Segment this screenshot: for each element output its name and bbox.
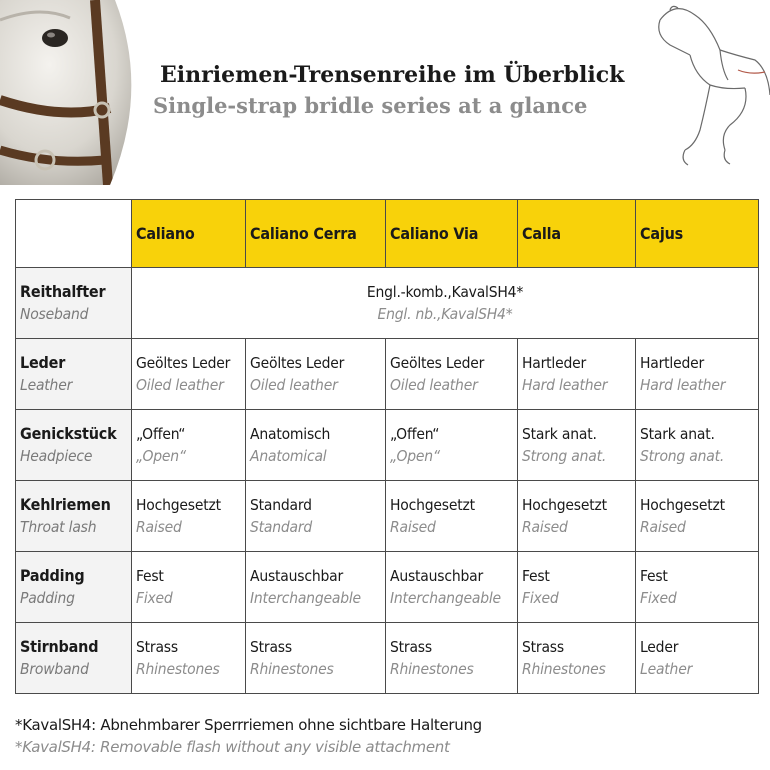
cell-value-de: Fest xyxy=(640,567,668,585)
cell-value-de: Anatomisch xyxy=(250,425,331,443)
comparison-table xyxy=(15,199,759,694)
cell-value-de: Strass xyxy=(390,638,432,656)
row-label-de: Genickstück xyxy=(20,424,117,443)
model-header: Caliano Cerra xyxy=(246,200,386,268)
table-cell xyxy=(518,481,636,552)
table-cell xyxy=(132,410,246,481)
model-header: Caliano Via xyxy=(386,200,518,268)
cell-value-en: Fixed xyxy=(522,589,559,607)
cell-value-de: Strass xyxy=(522,638,564,656)
row-label-en: Leather xyxy=(20,376,73,394)
model-header: Cajus xyxy=(636,200,759,268)
cell-value-de: Austauschbar xyxy=(250,567,343,585)
cell-value-de: Engl.-komb.,KavalSH4* xyxy=(366,283,524,301)
table-cell xyxy=(636,552,759,623)
row-label-de: Reithalfter xyxy=(20,282,106,301)
cell-value-en: Raised xyxy=(390,518,436,536)
row-label-de: Stirnband xyxy=(20,637,99,656)
cell-value-de: Hartleder xyxy=(522,354,587,372)
table-cell xyxy=(132,481,246,552)
table-cell xyxy=(518,410,636,481)
footnote-english: *KavalSH4: Removable flash without any visible attachment xyxy=(15,738,450,756)
corner-cell xyxy=(16,200,132,268)
table-cell xyxy=(636,410,759,481)
cell-value-en: Interchangeable xyxy=(390,589,501,607)
title-german: Einriemen-Trensenreihe im Überblick xyxy=(160,62,625,88)
table-cell xyxy=(518,552,636,623)
table-cell xyxy=(636,339,759,410)
cell-value-en: Rhinestones xyxy=(522,660,606,678)
model-header: Caliano xyxy=(132,200,246,268)
row-label xyxy=(16,623,132,694)
cell-value-en: Strong anat. xyxy=(522,447,607,465)
model-header: Calla xyxy=(518,200,636,268)
cell-value-en: Leather xyxy=(640,660,693,678)
cell-value-de: Hochgesetzt xyxy=(390,496,475,514)
table-cell xyxy=(246,410,386,481)
cell-value-en: Rhinestones xyxy=(136,660,220,678)
table-cell xyxy=(386,552,518,623)
cell-value-en: Anatomical xyxy=(250,447,327,465)
cell-value-de: Stark anat. xyxy=(522,425,597,443)
table-row xyxy=(16,410,759,481)
cell-value-en: Strong anat. xyxy=(640,447,725,465)
cell-value-de: Strass xyxy=(136,638,178,656)
title-english: Single-strap bridle series at a glance xyxy=(153,93,588,118)
cell-value-de: Hartleder xyxy=(640,354,705,372)
table-cell xyxy=(518,623,636,694)
cell-value-en: Standard xyxy=(250,518,313,536)
row-label-de: Leder xyxy=(20,353,66,372)
footnote-german: *KavalSH4: Abnehmbarer Sperrriemen ohne sichtbare Halterung xyxy=(15,716,482,734)
table-cell xyxy=(636,481,759,552)
cell-value-en: Engl. nb.,KavalSH4* xyxy=(377,305,513,323)
row-label-en: Browband xyxy=(20,660,89,678)
table-cell xyxy=(132,552,246,623)
cell-value-en: Fixed xyxy=(640,589,677,607)
row-label-de: Padding xyxy=(20,566,85,585)
table-cell xyxy=(246,481,386,552)
row-label xyxy=(16,410,132,481)
cell-value-de: Stark anat. xyxy=(640,425,715,443)
cell-value-de: Strass xyxy=(250,638,292,656)
table-header-row xyxy=(16,200,759,268)
cell-value-de: Austauschbar xyxy=(390,567,483,585)
cell-value-de: Standard xyxy=(250,496,312,514)
cell-value-en: „Open“ xyxy=(390,447,440,465)
table-row xyxy=(16,623,759,694)
table-cell xyxy=(386,623,518,694)
cell-value-en: Fixed xyxy=(136,589,173,607)
table-cell xyxy=(246,339,386,410)
cell-value-de: „Offen“ xyxy=(136,425,186,443)
cell-value-de: Hochgesetzt xyxy=(640,496,725,514)
table-cell xyxy=(132,339,246,410)
table-row xyxy=(16,268,759,339)
cell-value-en: „Open“ xyxy=(136,447,186,465)
cell-value-de: Geöltes Leder xyxy=(250,354,345,372)
table-cell xyxy=(246,552,386,623)
table-cell xyxy=(246,623,386,694)
cell-value-en: Raised xyxy=(136,518,182,536)
row-label xyxy=(16,339,132,410)
cell-value-de: Geöltes Leder xyxy=(136,354,231,372)
row-label xyxy=(16,481,132,552)
horse-sketch-drawing xyxy=(650,0,770,185)
table-row xyxy=(16,552,759,623)
cell-value-en: Hard leather xyxy=(522,376,608,394)
table-cell xyxy=(132,623,246,694)
cell-value-en: Raised xyxy=(640,518,686,536)
cell-value-en: Hard leather xyxy=(640,376,726,394)
cell-value-de: Geöltes Leder xyxy=(390,354,485,372)
row-label-en: Padding xyxy=(20,589,75,607)
horse-head-photo xyxy=(0,0,140,185)
cell-value-en: Oiled leather xyxy=(250,376,338,394)
cell-value-de: Hochgesetzt xyxy=(136,496,221,514)
cell-value-de: Leder xyxy=(640,638,679,656)
row-label-en: Headpiece xyxy=(20,447,93,465)
table-row xyxy=(16,339,759,410)
cell-value-en: Oiled leather xyxy=(390,376,478,394)
cell-value-de: Hochgesetzt xyxy=(522,496,607,514)
row-label-de: Kehlriemen xyxy=(20,495,111,514)
cell-value-en: Raised xyxy=(522,518,568,536)
cell-value-en: Interchangeable xyxy=(250,589,361,607)
row-label-en: Throat lash xyxy=(20,518,97,536)
cell-value-en: Rhinestones xyxy=(390,660,474,678)
table-cell xyxy=(386,410,518,481)
cell-value-de: „Offen“ xyxy=(390,425,440,443)
cell-value-de: Fest xyxy=(522,567,550,585)
row-label xyxy=(16,552,132,623)
row-label xyxy=(16,268,132,339)
row-label-en: Noseband xyxy=(20,305,89,323)
table-cell xyxy=(386,339,518,410)
cell-value-en: Rhinestones xyxy=(250,660,334,678)
merged-cell xyxy=(132,268,759,339)
table-cell xyxy=(636,623,759,694)
cell-value-de: Fest xyxy=(136,567,164,585)
table-cell xyxy=(386,481,518,552)
table-row xyxy=(16,481,759,552)
cell-value-en: Oiled leather xyxy=(136,376,224,394)
table-cell xyxy=(518,339,636,410)
